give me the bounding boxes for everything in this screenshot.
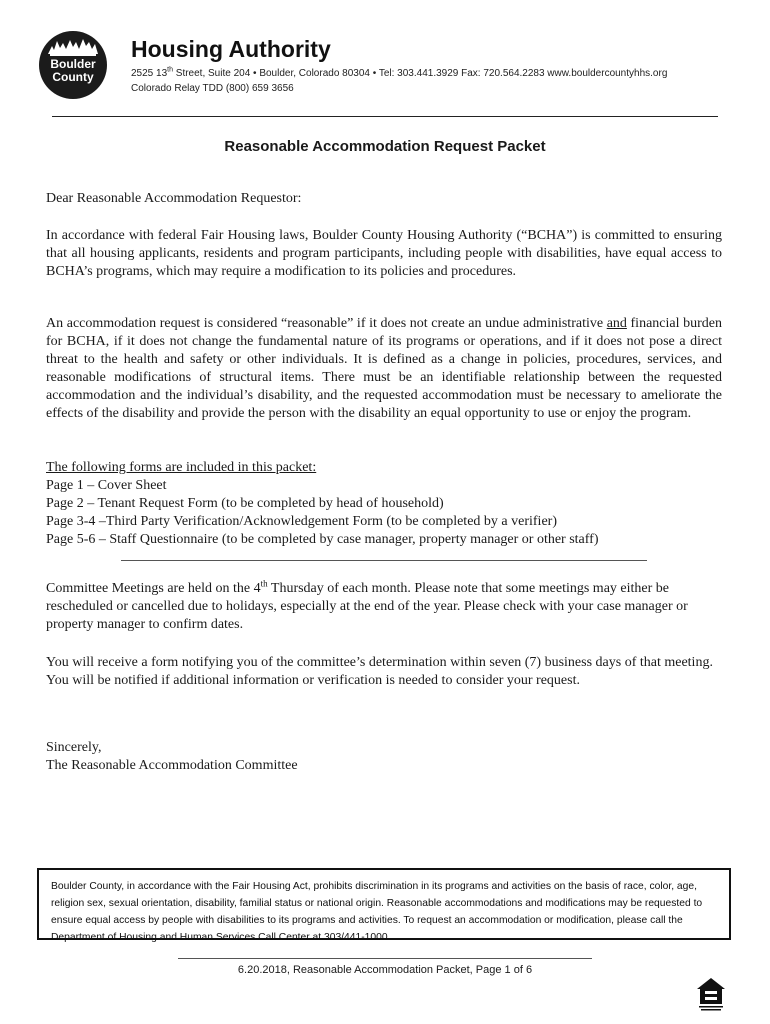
list-item: Page 1 – Cover Sheet	[46, 478, 167, 493]
org-name: Housing Authority	[131, 36, 331, 62]
list-item: Page 2 – Tenant Request Form (to be completed by head of household)	[46, 496, 444, 511]
forms-list	[46, 459, 722, 549]
logo-text-boulder: Boulder	[50, 57, 96, 71]
notification-paragraph: You will receive a form notifying you of the committee’s determination within seven (7) business days of that meeting. You will be notified if additional information or verification is needed to consider your request.	[46, 655, 713, 688]
signature: The Reasonable Accommodation Committee	[46, 758, 298, 773]
section-divider	[121, 560, 647, 561]
reasonable-definition-paragraph: An accommodation request is considered “reasonable” if it does not create an undue administrative and financial burden for BCHA, if it does not change the fundamental nature of its programs or operations, and if it does not pose a direct threat to the health and safety or other individuals. It is defined as a change in policies, procedures, services, and reasonable modifications of structural items. There must be an identifiable relationship between the requested accommodation and the individual’s disability, and the requested accommodation must be necessary to ameliorate the effects of the disability and provide the person with the disability an equal opportunity to use or enjoy the program.	[46, 316, 722, 421]
forms-heading: The following forms are included in this packet:	[46, 460, 317, 475]
footer-divider	[178, 958, 592, 959]
intro-paragraph: In accordance with federal Fair Housing laws, Boulder County Housing Authority (“BCHA”) is committed to ensuring that all housing applicants, residents and program participants, including people with disabilities, have equal access to BCHA’s programs, which may require a modification to its policies and procedures.	[46, 228, 722, 279]
closing-salutation: Sincerely,	[46, 740, 102, 755]
document-title: Reasonable Accommodation Request Packet	[224, 138, 546, 155]
salutation: Dear Reasonable Accommodation Requestor:	[46, 191, 302, 206]
closing-block	[46, 739, 722, 775]
header-divider	[52, 116, 718, 117]
equal-housing-opportunity-icon	[695, 976, 727, 1012]
nondiscrimination-notice: Boulder County, in accordance with the Fair Housing Act, prohibits discrimination in its programs and activities on the basis of race, color, age, religion sex, sexual orientation, disability, familial status or national origin. Reasonable accommodations and modifications may be requested to ensure equal access by people with disabilities to its programs and activities. To request an accommodation or modification, please call the Department of Housing and Human Services Call Center at 303/441-1000.	[37, 868, 731, 940]
relay-line: Colorado Relay TDD (800) 659 3656	[131, 83, 294, 94]
committee-meetings-paragraph: Committee Meetings are held on the 4th Thursday of each month. Please note that some meetings may either be rescheduled or cancelled due to holidays, especially at the end of the year. Please check with your case manager or property manager to confirm dates.	[46, 578, 688, 632]
address-line: 2525 13th Street, Suite 204 • Boulder, Colorado 80304 • Tel: 303.441.3929 Fax: 720.564.2283 www.bouldercountyhhs.org	[131, 66, 668, 79]
list-item: Page 5-6 – Staff Questionnaire (to be completed by case manager, property manager or other staff)	[46, 532, 599, 547]
page-footer: 6.20.2018, Reasonable Accommodation Packet, Page 1 of 6	[237, 964, 533, 976]
address-block	[131, 66, 667, 96]
list-item: Page 3-4 –Third Party Verification/Acknowledgement Form (to be completed by a verifier)	[46, 514, 557, 529]
boulder-county-logo	[38, 30, 108, 100]
logo-text-county: County	[52, 70, 94, 84]
